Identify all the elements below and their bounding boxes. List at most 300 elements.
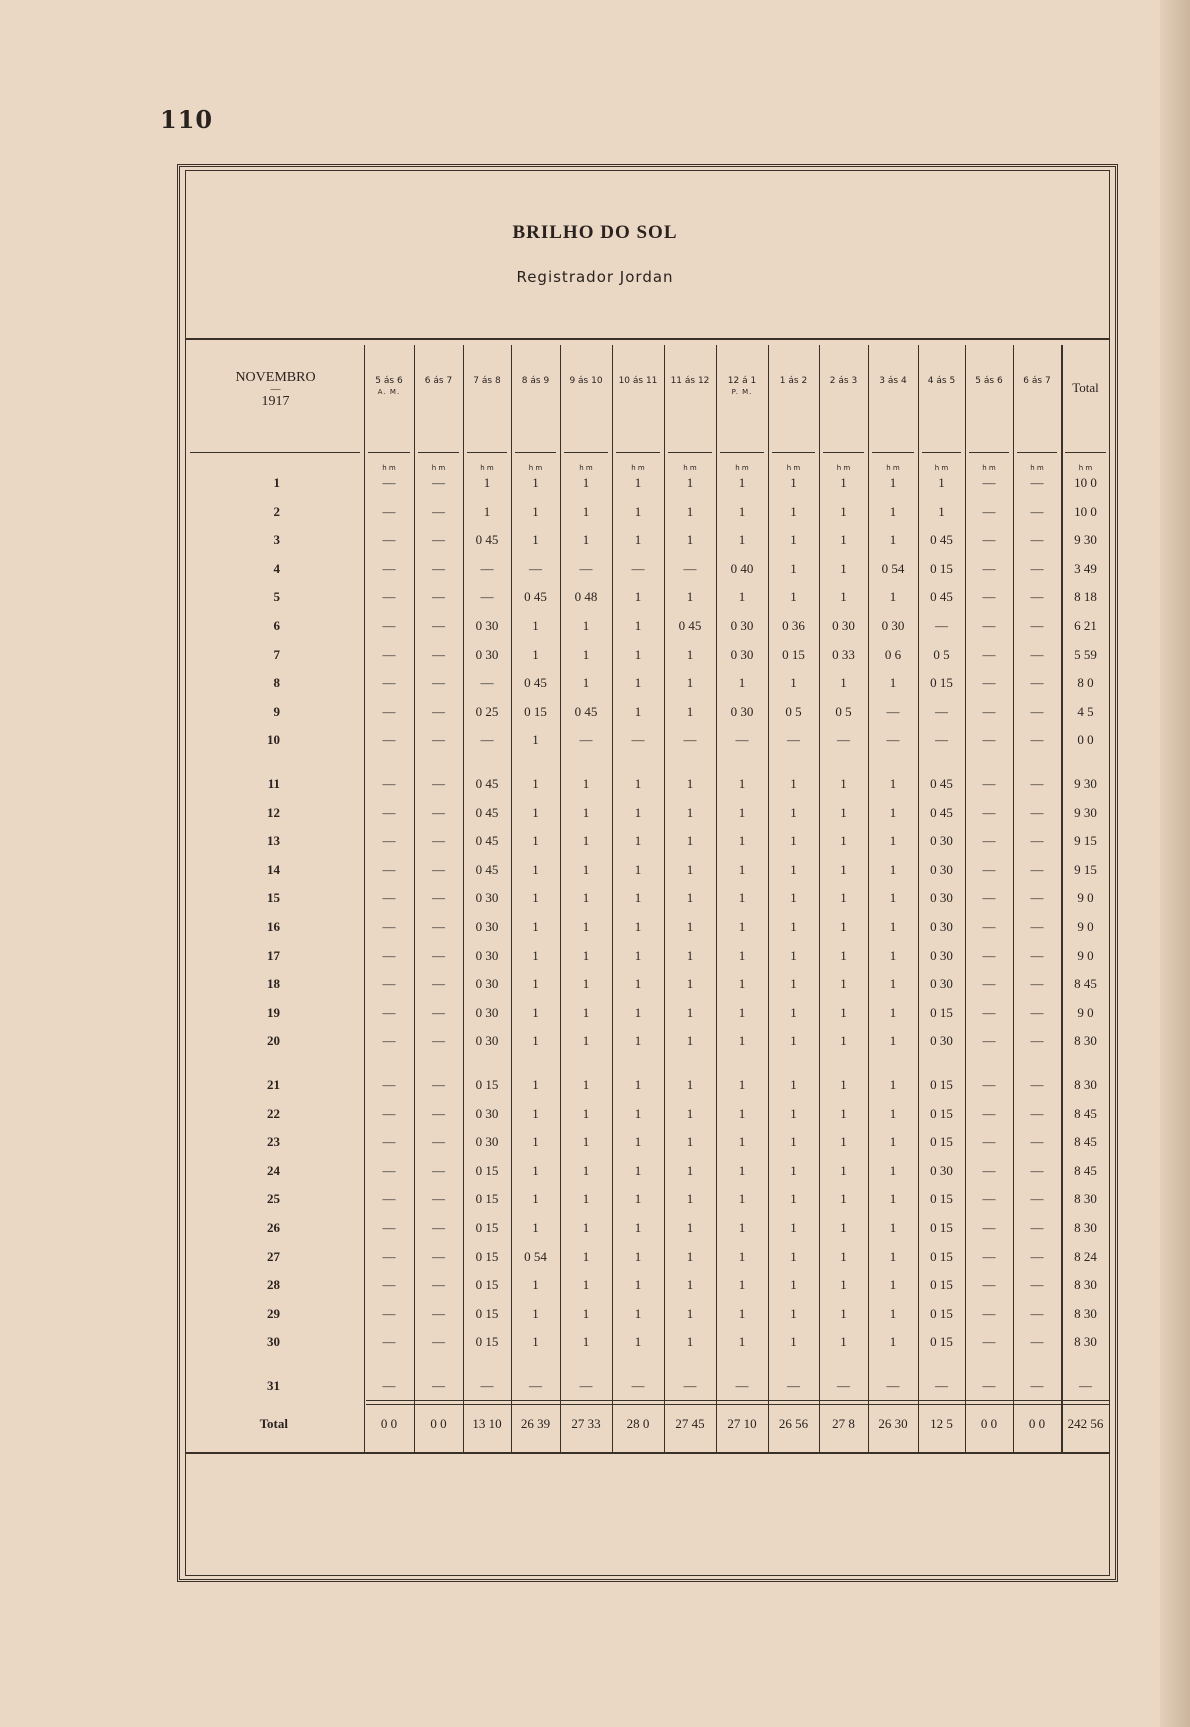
unit-label: h m [786,464,801,472]
month-dash: — [270,384,281,395]
hour-value: 1 [532,1004,539,1020]
hour-value: 1 [686,1305,694,1321]
hour-value: 1 [840,1305,847,1321]
day-number: 9 [273,703,280,719]
column-header [716,376,768,398]
hour-value: 1 [634,503,642,519]
hour-value: 1 [738,976,746,992]
hour-value: 1 [582,475,590,490]
hour-value: 1 [634,861,642,877]
day-number: 28 [267,1277,280,1293]
hour-value: — [480,732,494,748]
hour-value: 0 45 [475,833,499,849]
hour-value: — [982,1277,996,1293]
hour-value: 0 15 [930,1220,953,1235]
column-header [560,376,612,387]
hour-value: 1 [790,890,797,906]
column-header [364,376,414,398]
hour-value: 1 [738,947,746,963]
hour-value: 1 [634,1077,642,1092]
day-number: 6 [273,618,280,633]
header-underline [1017,452,1057,453]
hour-value: 1 [582,618,590,633]
row-total: 8 30 [1074,1277,1097,1293]
hour-value: 0 45 [930,532,953,548]
column-total: 0 0 [1028,1416,1046,1431]
hour-value: 1 [790,1220,797,1235]
hour-value: — [982,1378,996,1393]
hour-value: 1 [889,503,897,519]
hour-value: 1 [582,1248,590,1264]
hour-value: 1 [686,1220,694,1235]
hour-value: 1 [686,703,694,719]
hour-value: — [432,732,445,748]
hour-value: 1 [938,475,945,490]
hour-value: 0 45 [524,675,547,691]
hour-value: 1 [582,1004,590,1020]
day-number: 23 [267,1134,280,1150]
hour-value: 1 [889,1033,897,1049]
row-total: 9 0 [1077,919,1094,934]
hour-value: 1 [532,475,539,490]
hour-value: 0 45 [475,861,499,877]
column-header [868,376,918,387]
month-name: NOVEMBRO [235,370,316,385]
hour-value: — [382,1134,396,1150]
hour-value: 1 [686,475,694,490]
unit-label: h m [683,464,697,472]
hour-value: 0 15 [930,1277,953,1293]
hour-value: 1 [532,1077,539,1092]
row-total: 9 0 [1077,1004,1094,1020]
hour-value: 1 [840,1334,847,1350]
totals-rule [366,1404,1109,1405]
hour-value: 1 [686,976,694,992]
page-edge-shadow [1160,0,1190,1727]
hour-value: — [1030,618,1044,633]
hour-value: 0 15 [475,1162,499,1178]
hour-value: — [683,1378,697,1393]
row-total: — [1079,1378,1092,1393]
hour-value: 1 [582,532,590,548]
hour-value: — [982,1004,996,1020]
hour-value: 1 [790,475,797,490]
hour-value: — [432,1105,445,1121]
hour-value: — [1030,1248,1044,1264]
hour-value: 1 [840,1033,847,1049]
hour-value: 1 [532,919,539,934]
hour-value: 1 [790,947,797,963]
hour-value: 1 [532,1162,539,1178]
hour-value: — [1030,776,1044,791]
hour-value: — [982,861,996,877]
hour-value: 1 [738,1105,746,1121]
hour-value: 0 30 [930,976,953,992]
hour-value: 0 30 [930,919,953,934]
hour-value: 1 [634,776,642,791]
header-underline [823,452,864,453]
hour-value: 1 [686,1004,694,1020]
hour-value: 1 [532,732,539,748]
row-total: 9 15 [1074,833,1097,849]
row-total: 8 45 [1074,976,1097,992]
hour-value: 0 30 [475,1134,499,1150]
hour-value: — [982,976,996,992]
hour-value: 1 [634,1220,642,1235]
hour-value: 1 [889,1191,897,1207]
hour-value: 1 [790,919,797,934]
column-header [819,376,868,387]
hour-value: — [432,675,445,691]
hour-value: 0 15 [930,1334,953,1350]
hour-value: — [529,1378,542,1393]
hour-value: — [1030,475,1044,490]
hour-value: 1 [889,1077,897,1092]
hour-value: 1 [532,947,539,963]
hour-value: 0 30 [881,618,905,633]
hour-value: — [382,776,396,791]
hour-value: — [982,732,996,748]
hour-value: — [382,1004,396,1020]
row-total: 9 15 [1074,861,1097,877]
row-total: 8 45 [1074,1162,1097,1178]
hour-value: 1 [634,1305,642,1321]
hour-value: 1 [790,861,797,877]
hour-value: 1 [738,532,746,548]
hour-value: 1 [532,1033,539,1049]
hour-value: 1 [582,675,590,691]
hour-value: 1 [634,1162,642,1178]
hour-value: 1 [686,1334,694,1350]
hour-value: 1 [634,1334,642,1350]
title-divider [185,338,1110,340]
hour-value: 1 [840,560,847,576]
hour-value: 0 15 [475,1305,499,1321]
hour-value: — [432,1077,445,1092]
column-total: 27 8 [832,1416,855,1431]
hour-value: 1 [738,1277,746,1293]
row-total: 8 30 [1074,1033,1097,1049]
hour-value: — [480,589,494,605]
hour-value: — [432,804,445,820]
hour-value: — [432,1305,445,1321]
hour-value: 1 [532,1305,539,1321]
grand-total: 242 56 [1067,1416,1104,1431]
hour-value: 0 45 [574,703,598,719]
column-header-label: 4 ás 5 [927,376,956,386]
hour-value: 0 40 [730,560,754,576]
hour-value: — [982,1162,996,1178]
hour-value: — [432,833,445,849]
hour-value: 1 [634,1004,642,1020]
hour-value: — [382,703,396,719]
hour-value: 1 [634,703,642,719]
hour-value: — [382,947,396,963]
hour-value: — [982,1220,996,1235]
day-number: 21 [267,1077,280,1092]
hour-value: 1 [889,1334,897,1350]
hour-value: 0 30 [475,890,499,906]
hour-value: 1 [634,804,642,820]
hour-value: 0 15 [930,560,953,576]
column-header-period: A. M. [377,388,401,396]
hour-value: — [382,1220,396,1235]
hour-value: — [982,919,996,934]
unit-label: h m [631,464,645,472]
hour-value: — [982,1105,996,1121]
column-header-label: 10 ás 11 [618,376,658,386]
hour-value: 1 [686,1077,694,1092]
hour-value: — [432,589,445,605]
column-header [1061,382,1110,393]
hour-value: — [382,675,396,691]
row-total: 8 0 [1077,675,1094,691]
day-number: 3 [273,532,280,548]
hour-value: — [631,1378,645,1393]
hour-value: 1 [532,861,539,877]
header-underline [368,452,410,453]
unit-label: h m [579,464,593,472]
day-number: 12 [267,804,280,820]
hour-value: — [787,732,800,748]
hour-value: — [982,947,996,963]
hour-value: 1 [582,1162,590,1178]
hour-value: 1 [790,1033,797,1049]
hour-value: 1 [889,833,897,849]
hour-value: — [432,1378,445,1393]
hour-value: 1 [840,1134,847,1150]
hour-value: 1 [634,919,642,934]
hour-value: 1 [738,861,746,877]
hour-value: 0 15 [930,1105,953,1121]
hour-value: 0 15 [930,1077,953,1092]
hour-value: 0 30 [475,618,499,633]
hour-value: 1 [790,1277,797,1293]
hour-value: — [480,675,494,691]
hour-value: — [886,703,900,719]
hour-value: — [382,861,396,877]
hour-value: 1 [738,475,746,490]
hour-value: — [432,1162,445,1178]
day-number: 27 [267,1248,280,1264]
hour-value: 1 [582,1105,590,1121]
hour-value: 0 5 [835,703,852,719]
hour-value: — [382,1378,396,1393]
hour-value: 1 [889,890,897,906]
hour-value: 1 [582,1077,590,1092]
hour-value: — [382,1248,396,1264]
unit-label: h m [480,464,494,472]
row-total: 9 0 [1077,947,1094,963]
hour-value: — [480,1378,494,1393]
hour-value: 1 [686,589,694,605]
hour-value: — [382,532,396,548]
hour-value: — [382,804,396,820]
hour-value: — [432,976,445,992]
hour-value: 1 [738,804,746,820]
hour-value: 0 15 [524,703,547,719]
row-total: 8 18 [1074,589,1097,605]
unit-label: h m [982,464,996,472]
column-header [612,376,664,387]
column-total: 12 5 [930,1416,953,1431]
hour-value: 1 [634,475,642,490]
hour-value: 1 [840,1162,847,1178]
column-header-label: 2 ás 3 [829,376,858,386]
hour-value: 0 54 [881,560,905,576]
hour-value: — [432,1134,445,1150]
hour-value: 1 [532,890,539,906]
hour-value: 1 [790,532,797,548]
hour-value: 1 [790,503,797,519]
hour-value: — [382,646,396,662]
hour-value: 0 30 [475,1004,499,1020]
hour-value: 1 [483,475,491,490]
hour-value: — [432,1220,445,1235]
month-year: 1917 [261,394,290,409]
hour-value: — [1030,675,1044,691]
day-number: 13 [267,833,280,849]
header-underline [772,452,815,453]
hour-value: 0 30 [475,976,499,992]
header-underline [616,452,660,453]
header-underline [922,452,961,453]
day-number: 22 [267,1105,280,1121]
hour-value: 1 [686,646,694,662]
row-total: 8 30 [1074,1077,1097,1092]
hour-value: — [432,475,445,490]
hour-value: 1 [686,1191,694,1207]
hour-value: 1 [634,532,642,548]
hour-value: 0 30 [930,861,953,877]
hour-value: 1 [840,919,847,934]
month-header [188,370,363,410]
hour-value: 1 [582,947,590,963]
hour-value: 1 [790,1077,797,1092]
column-total: 26 30 [878,1416,908,1431]
hour-value: 1 [634,1277,642,1293]
row-total: 10 0 [1074,503,1097,519]
hour-value: 1 [634,618,642,633]
hour-value: 1 [790,776,797,791]
hour-value: 1 [840,976,847,992]
hour-value: 1 [532,532,539,548]
hour-value: — [982,532,996,548]
hour-value: 1 [790,675,797,691]
hour-value: 1 [634,947,642,963]
hour-value: 1 [686,1277,694,1293]
hour-value: 0 15 [475,1277,499,1293]
header-underline [872,452,914,453]
hour-value: 0 30 [930,1033,953,1049]
hour-value: 1 [532,503,539,519]
hour-value: 1 [738,589,746,605]
hour-value: — [837,1378,850,1393]
hour-value: 1 [790,560,797,576]
hour-value: 1 [840,675,847,691]
hour-value: 1 [532,833,539,849]
hour-value: — [982,646,996,662]
column-header-label: 6 ás 7 [1023,376,1051,386]
day-number: 26 [267,1220,280,1235]
column-total: 27 33 [571,1416,601,1431]
hour-value: — [382,618,396,633]
hour-value: — [432,1033,445,1049]
row-total: 8 45 [1074,1134,1097,1150]
hour-value: 1 [532,776,539,791]
hour-value: 0 30 [475,1105,499,1121]
hour-value: — [1030,703,1044,719]
column-total: 0 0 [980,1416,998,1431]
hour-value: — [1030,732,1044,748]
unit-label: h m [886,464,900,472]
hour-value: 1 [840,589,847,605]
hour-value: 1 [738,1248,746,1264]
hour-value: — [787,1378,800,1393]
hour-value: 0 15 [930,1191,953,1207]
hour-value: — [382,976,396,992]
hour-value: 0 15 [930,1004,953,1020]
header-underline [190,452,360,453]
hour-value: — [982,503,996,519]
hour-value: 0 25 [475,703,499,719]
hour-value: 0 15 [930,1305,953,1321]
day-number: 31 [267,1378,280,1393]
hour-value: 0 30 [832,618,855,633]
day-number: 18 [267,976,280,992]
hour-value: — [1030,1033,1044,1049]
hour-value: — [982,1134,996,1150]
hour-value: 1 [738,1162,746,1178]
hour-value: 1 [790,1334,797,1350]
column-total: 26 39 [520,1416,551,1431]
column-header-label: 5 ás 6 [975,376,1003,386]
hour-value: 0 45 [930,589,953,605]
hour-value: 1 [532,1277,539,1293]
hour-value: 0 30 [930,1162,953,1178]
column-total: 13 10 [472,1416,502,1431]
hour-value: 0 45 [930,776,953,791]
hour-value: 1 [582,1033,590,1049]
hour-value: — [382,1334,396,1350]
hour-value: 1 [686,503,694,519]
hour-value: — [1030,804,1044,820]
page-number: 110 [160,105,214,134]
hour-value: 0 30 [730,646,754,662]
hour-value: 0 15 [782,646,805,662]
hour-value: 1 [790,804,797,820]
hour-value: 1 [483,503,491,519]
hour-value: 0 36 [782,618,805,633]
hour-value: 1 [686,919,694,934]
hour-value: 1 [738,833,746,849]
hour-value: — [1030,1378,1044,1393]
hour-value: 0 45 [475,532,499,548]
hour-value: 0 45 [475,804,499,820]
row-total: 8 24 [1074,1248,1097,1264]
hour-value: — [382,1162,396,1178]
hour-value: — [382,503,396,519]
hour-value: — [579,1378,593,1393]
hour-value: — [1030,646,1044,662]
hour-value: 1 [840,1077,847,1092]
hour-value: 0 30 [730,703,754,719]
hour-value: — [982,560,996,576]
hour-value: 1 [686,804,694,820]
hour-value: — [735,1378,749,1393]
hour-value: 1 [582,776,590,791]
column-total: 28 0 [626,1416,650,1431]
